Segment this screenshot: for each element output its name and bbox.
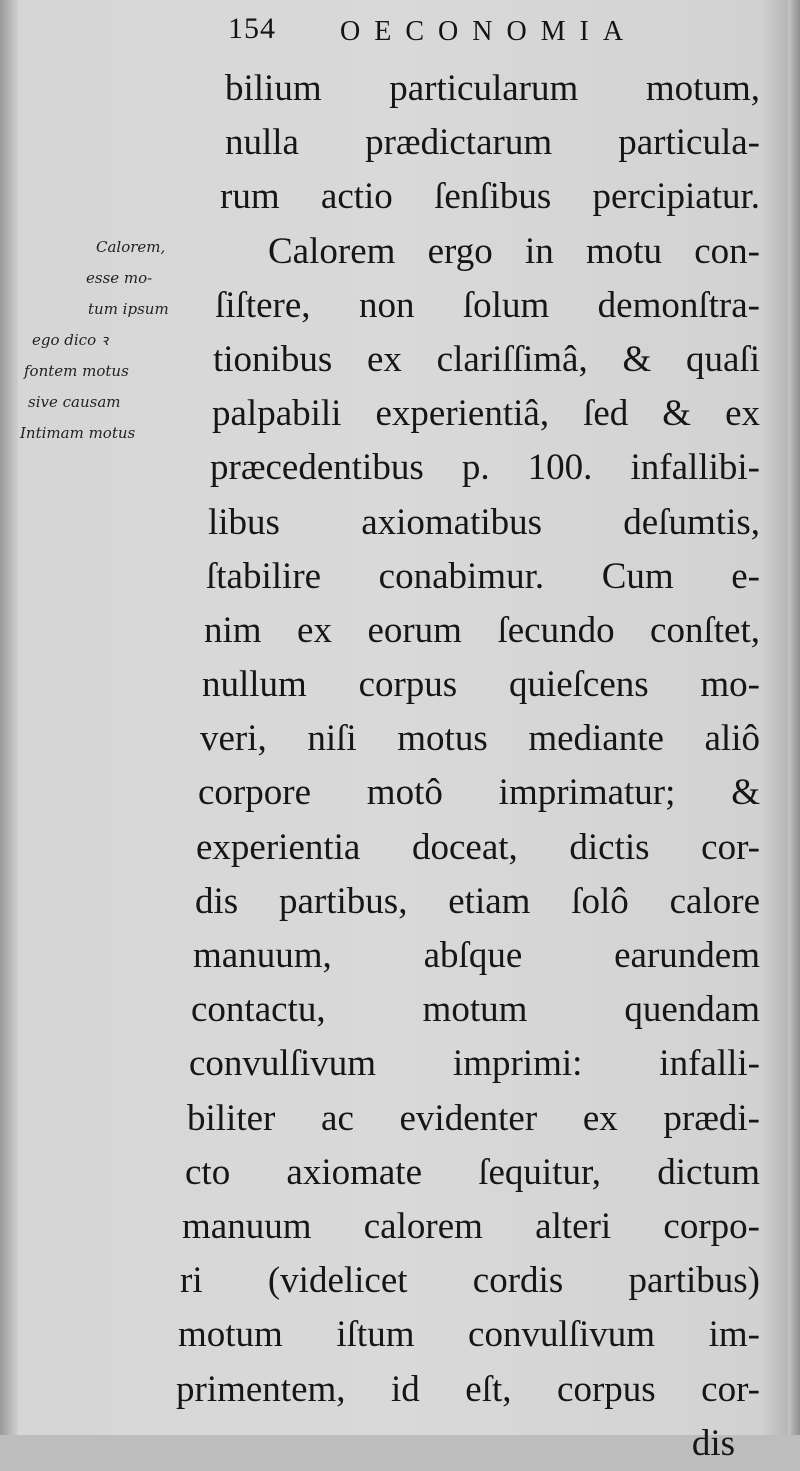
- text-line: manuum, abſque earundem: [193, 935, 760, 976]
- text-line: ſtabilire conabimur. Cum e-: [206, 555, 760, 597]
- text-line: corpore motô imprimatur; &: [198, 772, 760, 814]
- text-line: experientia doceat, dictis cor-: [196, 826, 760, 868]
- text-line: biliter ac evidenter ex prædi-: [187, 1097, 760, 1139]
- text-line: bilium particularum motum,: [225, 68, 760, 109]
- text-line: convulſivum imprimi: infalli-: [189, 1043, 760, 1085]
- text-line: libus axiomatibus deſumtis,: [208, 501, 760, 543]
- text-line: manuum calorem alteri corpo-: [182, 1205, 760, 1247]
- running-title: OECONOMIA: [340, 16, 638, 47]
- margin-note-line: sive causam: [28, 393, 121, 411]
- text-line: motum iſtum convulſivum im-: [178, 1314, 760, 1356]
- text-line: præcedentibus p. 100. infallibi-: [210, 447, 760, 489]
- text-line: palpabili experientiâ, ſed & ex: [212, 393, 760, 435]
- body-text: [160, 62, 760, 1471]
- text-line: nulla prædictarum particula-: [225, 122, 760, 164]
- text-line: ſiſtere, non ſolum demonſtra-: [215, 284, 760, 326]
- text-line: ri (videlicet cordis partibus): [180, 1260, 760, 1302]
- text-line: nullum corpus quieſcens mo-: [202, 664, 760, 706]
- text-line: primentem, id eſt, corpus cor-: [176, 1368, 760, 1410]
- text-line: veri, niſi motus mediante aliô: [200, 718, 760, 760]
- text-line: contactu, motum quendam: [191, 989, 760, 1031]
- text-line: dis partibus, etiam ſolô calore: [195, 880, 760, 922]
- text-line: Calorem ergo in motu con-: [268, 230, 760, 272]
- margin-note-line: fontem motus: [24, 362, 129, 380]
- margin-note-line: ego dico ꝛ: [32, 331, 108, 349]
- page-number: 154: [228, 12, 276, 45]
- text-line: nim ex eorum ſecundo conſtet,: [204, 609, 760, 651]
- margin-note-line: Intimam motus: [20, 424, 136, 442]
- page-gutter-shadow: [0, 0, 18, 1435]
- margin-note-line: Calorem,: [96, 238, 166, 256]
- text-line: rum actio ſenſibus percipiatur.: [220, 176, 760, 218]
- margin-note-line: esse mo-: [86, 269, 153, 287]
- margin-note-line: tum ipsum: [88, 300, 169, 318]
- page-edge-shadow: [788, 0, 800, 1435]
- page-header: [228, 12, 728, 62]
- text-line: cto axiomate ſequitur, dictum: [185, 1151, 760, 1193]
- catchword: dis: [691, 1422, 735, 1464]
- text-line: tionibus ex clariſſimâ, & quaſi: [213, 338, 760, 380]
